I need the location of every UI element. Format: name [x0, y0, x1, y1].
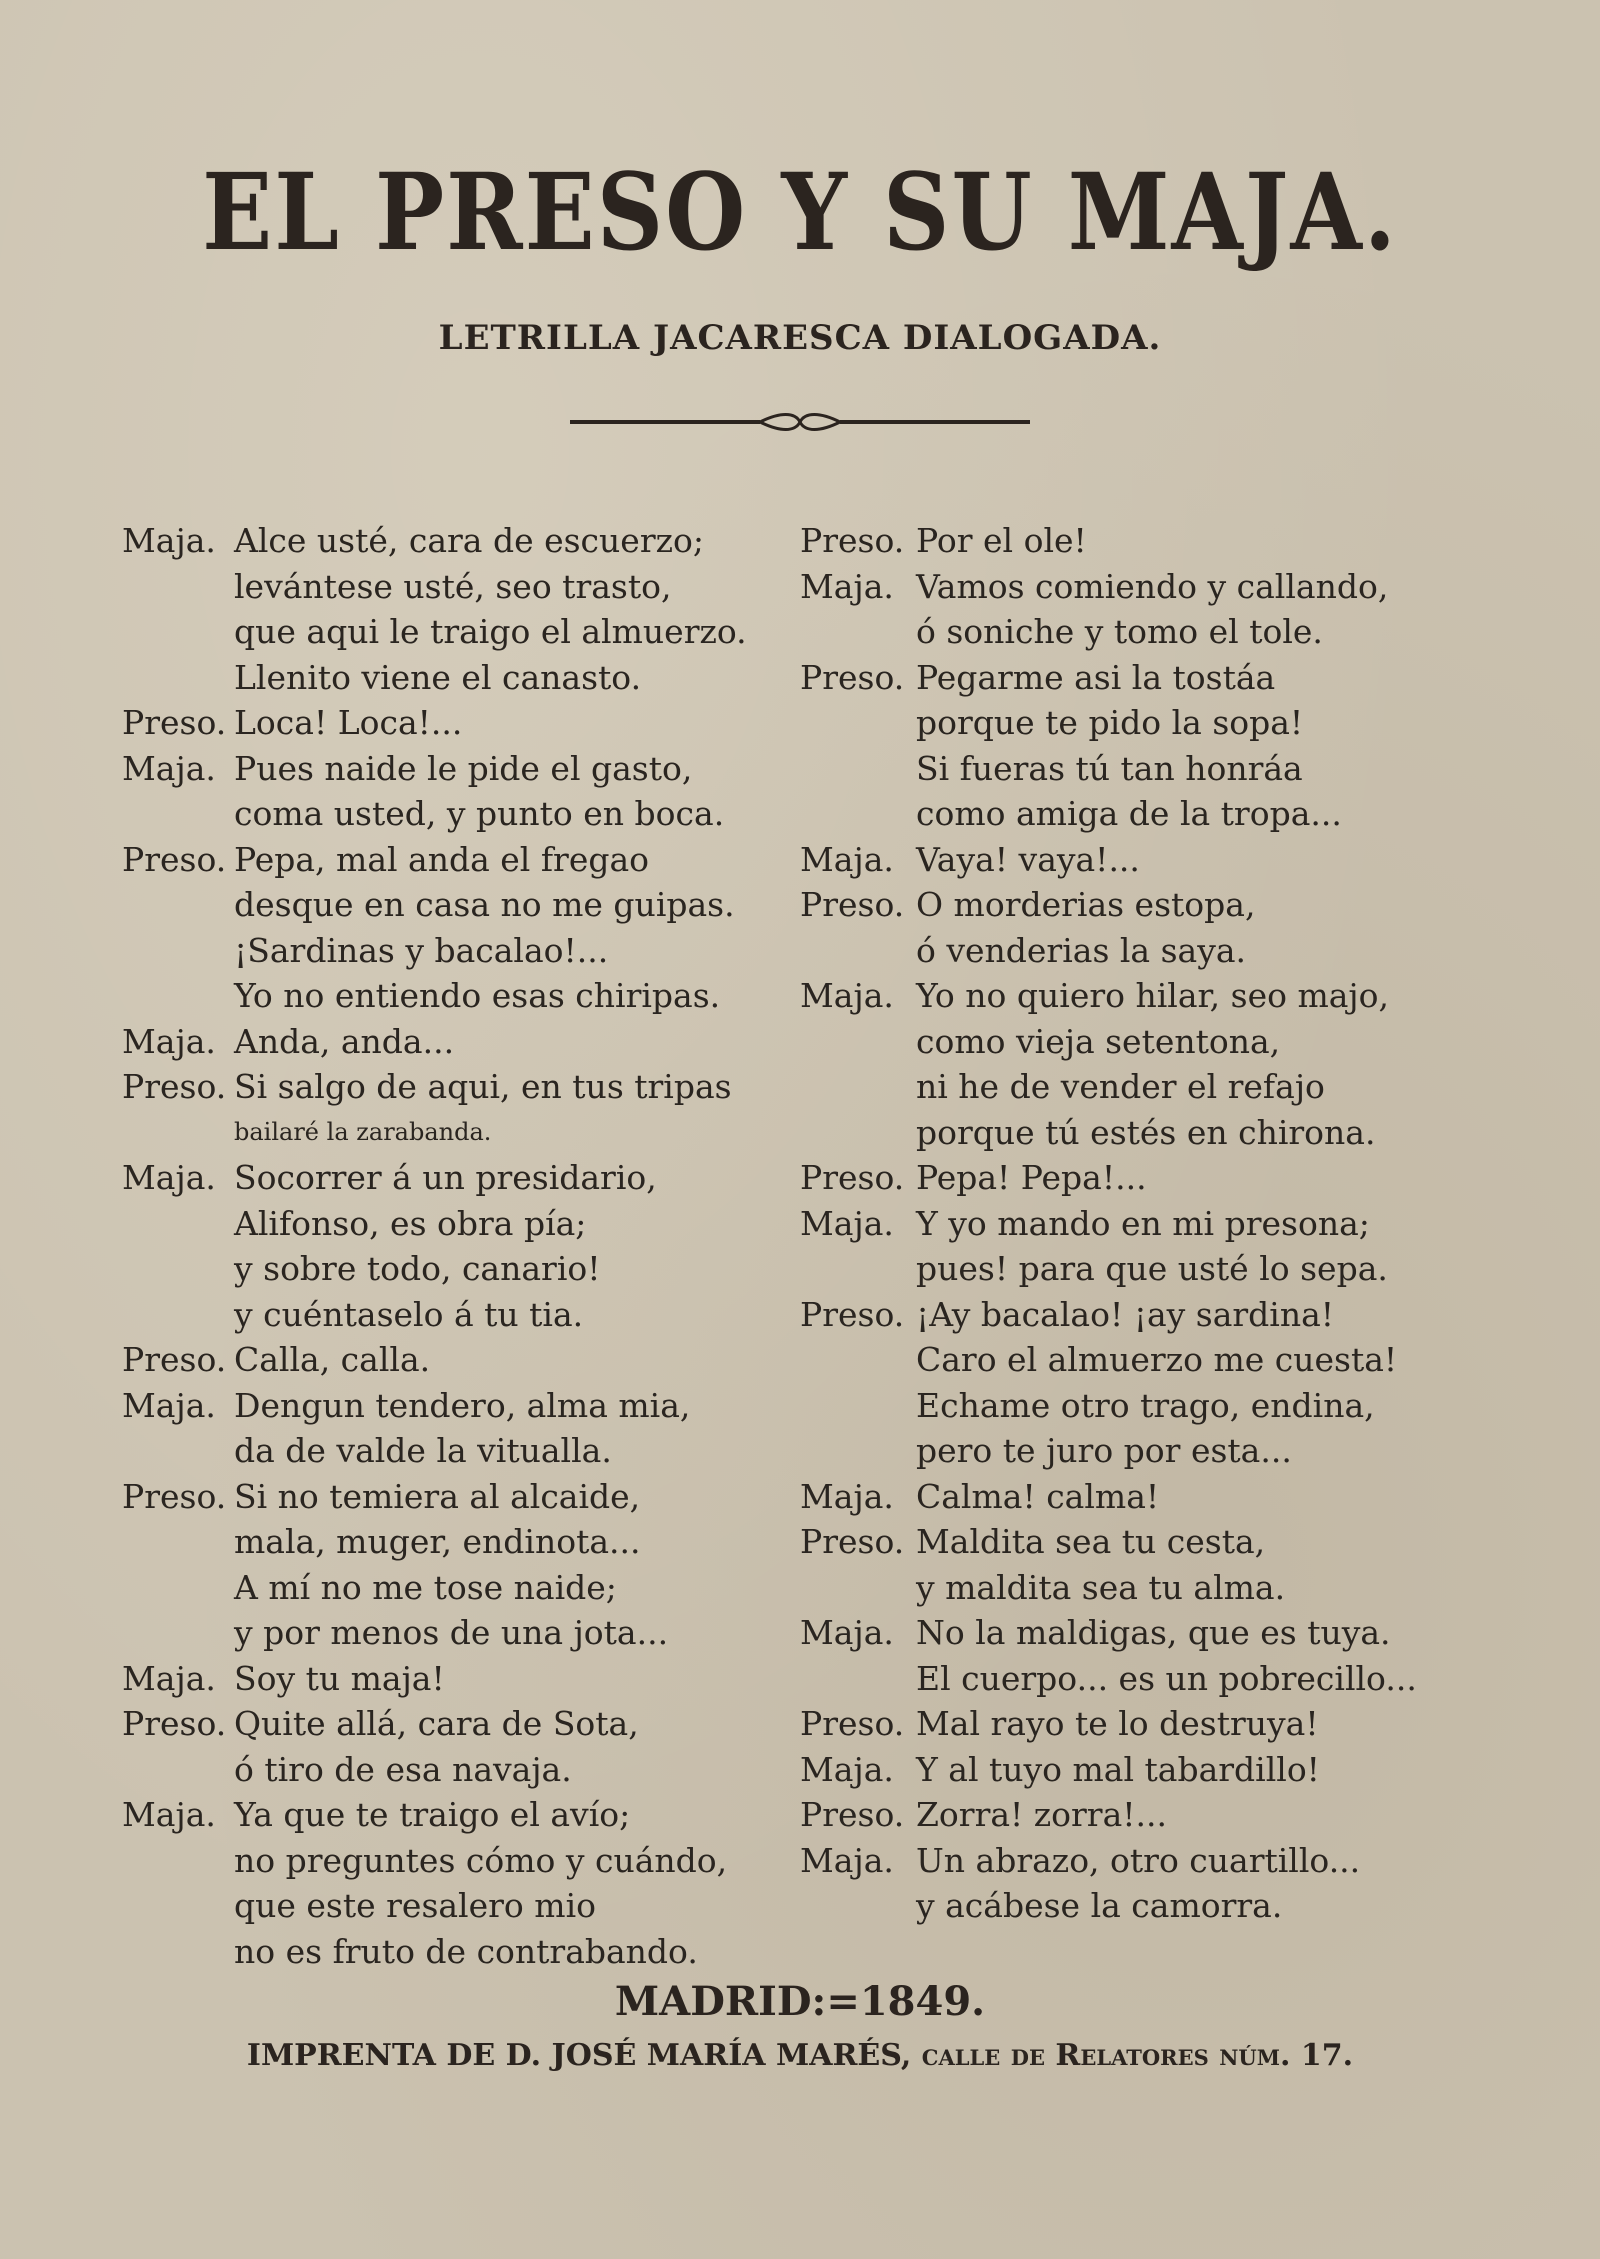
- speaker-label: Preso.: [800, 657, 905, 697]
- verse-text: ¡Sardinas y bacalao!...: [234, 930, 609, 970]
- speaker-label: Maja.: [122, 1658, 216, 1698]
- verse-line: [800, 1474, 1480, 1520]
- verse-line: [122, 1701, 762, 1747]
- verse-line: [122, 1929, 762, 1975]
- verse-line: [800, 928, 1480, 974]
- verse-text: Por el ole!: [916, 521, 1087, 560]
- verse-line: [122, 1064, 762, 1110]
- page-subtitle: LETRILLA JACARESCA DIALOGADA.: [438, 318, 1162, 358]
- verse-line: [800, 1246, 1480, 1292]
- verse-text: bailaré la zarabanda.: [234, 1117, 492, 1146]
- verse-text: Un abrazo, otro cuartillo...: [916, 1840, 1361, 1880]
- verse-line: [122, 1747, 762, 1793]
- verse-line: [800, 837, 1480, 883]
- verse-text: Si salgo de aqui, en tus tripas: [234, 1067, 732, 1106]
- verse-text: Y yo mando en mi presona;: [916, 1203, 1370, 1243]
- verse-text: Quite allá, cara de Sota,: [234, 1704, 639, 1743]
- verse-line: [122, 973, 762, 1019]
- imprint-place-date: MADRID:=1849.: [614, 1978, 986, 2025]
- verse-line: [800, 1792, 1480, 1838]
- verse-text: y por menos de una jota...: [234, 1613, 669, 1652]
- speaker-label: Maja.: [122, 1158, 216, 1197]
- verse-text: que aqui le traigo el almuerzo.: [234, 612, 747, 651]
- verse-line: [800, 564, 1480, 610]
- speaker-label: Maja.: [122, 1385, 216, 1425]
- verse-text: Si no temiera al alcaide,: [234, 1476, 641, 1516]
- right-column: [800, 518, 1480, 1929]
- verse-text: Soy tu maja!: [234, 1658, 445, 1698]
- verse-line: [800, 1201, 1480, 1247]
- speaker-label: Preso.: [800, 1294, 905, 1334]
- verse-line: [122, 1838, 762, 1884]
- verse-line: [122, 1610, 762, 1656]
- speaker-label: Maja.: [800, 1476, 894, 1516]
- verse-text: ó venderias la saya.: [916, 930, 1246, 970]
- speaker-label: Maja.: [800, 976, 894, 1015]
- verse-text: Socorrer á un presidario,: [234, 1158, 657, 1197]
- speaker-label: Preso.: [122, 1476, 227, 1516]
- verse-text: y acábese la camorra.: [916, 1886, 1283, 1925]
- verse-line: [800, 1838, 1480, 1884]
- verse-text: ó tiro de esa navaja.: [234, 1749, 572, 1789]
- left-column: [122, 518, 762, 1974]
- verse-line: [800, 791, 1480, 837]
- verse-line: [800, 1883, 1480, 1929]
- printer-text: IMPRENTA DE D. JOSÉ MARÍA MARÉS, calle de Relatores núm. 17.: [246, 2038, 1354, 2073]
- speaker-label: Maja.: [800, 1749, 894, 1789]
- verse-line: [122, 1792, 762, 1838]
- verse-line: [122, 928, 762, 974]
- speaker-label: Preso.: [800, 521, 905, 560]
- verse-line: [122, 564, 762, 610]
- verse-line: [122, 518, 762, 564]
- verse-text: Ya que te traigo el avío;: [234, 1795, 631, 1834]
- verse-text: como vieja setentona,: [916, 1021, 1281, 1061]
- verse-text: ó soniche y tomo el tole.: [916, 612, 1323, 651]
- verse-text: Vamos comiendo y callando,: [916, 566, 1389, 606]
- verse-text: Anda, anda...: [234, 1021, 455, 1061]
- verse-line: [800, 1337, 1480, 1383]
- speaker-label: Maja.: [122, 1021, 216, 1061]
- page-title: EL PRESO Y SU MAJA.: [202, 149, 1398, 275]
- verse-text: no es fruto de contrabando.: [234, 1931, 698, 1971]
- verse-line: [122, 1292, 762, 1338]
- verse-text: Llenito viene el canasto.: [234, 657, 642, 697]
- verse-text: pues! para que usté lo sepa.: [916, 1249, 1388, 1288]
- verse-text: A mí no me tose naide;: [234, 1567, 617, 1607]
- verse-text: da de valde la vitualla.: [234, 1431, 612, 1470]
- speaker-label: Maja.: [122, 521, 216, 560]
- speaker-label: Preso.: [122, 1340, 227, 1379]
- verse-line: [122, 1474, 762, 1520]
- verse-line: [122, 1883, 762, 1929]
- verse-line: [800, 1519, 1480, 1565]
- verse-line: [122, 1428, 762, 1474]
- verse-line: [800, 700, 1480, 746]
- verse-text: y maldita sea tu alma.: [916, 1567, 1286, 1607]
- speaker-label: Maja.: [800, 1203, 894, 1243]
- speaker-label: Preso.: [800, 1522, 905, 1561]
- verse-line: [122, 837, 762, 883]
- speaker-label: Maja.: [122, 1795, 216, 1834]
- speaker-label: Preso.: [800, 1158, 905, 1197]
- verse-text: Loca! Loca!...: [234, 703, 463, 742]
- verse-line: [122, 1246, 762, 1292]
- speaker-label: Maja.: [800, 1613, 894, 1652]
- speaker-label: Preso.: [800, 1704, 905, 1743]
- speaker-label: Preso.: [122, 1704, 227, 1743]
- verse-text: Dengun tendero, alma mia,: [234, 1385, 691, 1425]
- verse-line: [800, 1064, 1480, 1110]
- verse-line: [122, 1110, 762, 1156]
- verse-text: mala, muger, endinota...: [234, 1522, 641, 1561]
- verse-line: [800, 1428, 1480, 1474]
- verse-line: [122, 1155, 762, 1201]
- verse-text: Alifonso, es obra pía;: [234, 1203, 587, 1243]
- verse-line: [800, 518, 1480, 564]
- verse-line: [122, 882, 762, 928]
- verse-line: [800, 655, 1480, 701]
- verse-text: Si fueras tú tan honráa: [916, 748, 1303, 788]
- verse-line: [800, 1565, 1480, 1611]
- verse-text: Calma! calma!: [916, 1476, 1160, 1516]
- verse-text: Caro el almuerzo me cuesta!: [916, 1340, 1398, 1379]
- speaker-label: Maja.: [800, 566, 894, 606]
- verse-text: pero te juro por esta...: [916, 1431, 1292, 1470]
- verse-text: Y al tuyo mal tabardillo!: [916, 1749, 1320, 1789]
- verse-line: [122, 1201, 762, 1247]
- verse-line: [800, 1383, 1480, 1429]
- verse-text: Pegarme asi la tostáa: [916, 657, 1276, 697]
- verse-line: [800, 746, 1480, 792]
- ornamental-rule: [570, 410, 1030, 434]
- verse-text: y sobre todo, canario!: [234, 1249, 601, 1288]
- speaker-label: Preso.: [800, 1795, 905, 1834]
- verse-text: Pepa! Pepa!...: [916, 1158, 1147, 1197]
- verse-text: El cuerpo... es un pobrecillo...: [916, 1658, 1417, 1698]
- verse-text: Pues naide le pide el gasto,: [234, 748, 693, 788]
- verse-text: y cuéntaselo á tu tia.: [234, 1294, 584, 1334]
- verse-line: [800, 1656, 1480, 1702]
- verse-line: [122, 791, 762, 837]
- verse-line: [122, 1019, 762, 1065]
- verse-text: desque en casa no me guipas.: [234, 885, 735, 924]
- verse-line: [800, 1292, 1480, 1338]
- verse-text: Yo no entiendo esas chiripas.: [234, 976, 721, 1015]
- verse-line: [800, 1019, 1480, 1065]
- verse-text: Alce usté, cara de escuerzo;: [234, 521, 704, 560]
- speaker-label: Maja.: [800, 1840, 894, 1880]
- verse-line: [122, 609, 762, 655]
- verse-text: porque te pido la sopa!: [916, 703, 1304, 742]
- verse-line: [800, 1747, 1480, 1793]
- verse-line: [800, 609, 1480, 655]
- verse-text: Zorra! zorra!...: [916, 1795, 1167, 1834]
- verse-text: levántese usté, seo trasto,: [234, 566, 672, 606]
- speaker-label: Preso.: [122, 839, 227, 879]
- verse-text: Maldita sea tu cesta,: [916, 1522, 1266, 1561]
- speaker-label: Maja.: [800, 839, 894, 879]
- verse-text: ni he de vender el refajo: [916, 1067, 1325, 1106]
- verse-text: Calla, calla.: [234, 1340, 431, 1379]
- verse-text: Yo no quiero hilar, seo majo,: [916, 976, 1390, 1015]
- verse-text: como amiga de la tropa...: [916, 794, 1342, 833]
- verse-line: [122, 746, 762, 792]
- verse-line: [122, 1337, 762, 1383]
- verse-text: No la maldigas, que es tuya.: [916, 1613, 1391, 1652]
- speaker-label: Preso.: [122, 703, 227, 742]
- verse-text: Echame otro trago, endina,: [916, 1385, 1375, 1425]
- verse-line: [800, 1701, 1480, 1747]
- verse-text: Pepa, mal anda el fregao: [234, 839, 650, 879]
- printer-line: [0, 2038, 1600, 2073]
- verse-text: no preguntes cómo y cuándo,: [234, 1840, 728, 1880]
- verse-text: coma usted, y punto en boca.: [234, 794, 725, 833]
- verse-text: porque tú estés en chirona.: [916, 1112, 1376, 1152]
- verse-text: Vaya! vaya!...: [916, 839, 1140, 879]
- speaker-label: Preso.: [800, 885, 905, 924]
- verse-line: [800, 1610, 1480, 1656]
- verse-line: [122, 1565, 762, 1611]
- verse-text: ¡Ay bacalao! ¡ay sardina!: [916, 1294, 1335, 1334]
- speaker-label: Maja.: [122, 748, 216, 788]
- verse-line: [800, 882, 1480, 928]
- verse-line: [800, 973, 1480, 1019]
- verse-line: [122, 1656, 762, 1702]
- speaker-label: Preso.: [122, 1067, 227, 1106]
- verse-line: [122, 1383, 762, 1429]
- verse-text: Mal rayo te lo destruya!: [916, 1704, 1319, 1743]
- verse-line: [122, 700, 762, 746]
- verse-line: [800, 1110, 1480, 1156]
- verse-line: [800, 1155, 1480, 1201]
- verse-text: que este resalero mio: [234, 1886, 596, 1925]
- verse-line: [122, 655, 762, 701]
- verse-line: [122, 1519, 762, 1565]
- verse-text: O morderias estopa,: [916, 885, 1256, 924]
